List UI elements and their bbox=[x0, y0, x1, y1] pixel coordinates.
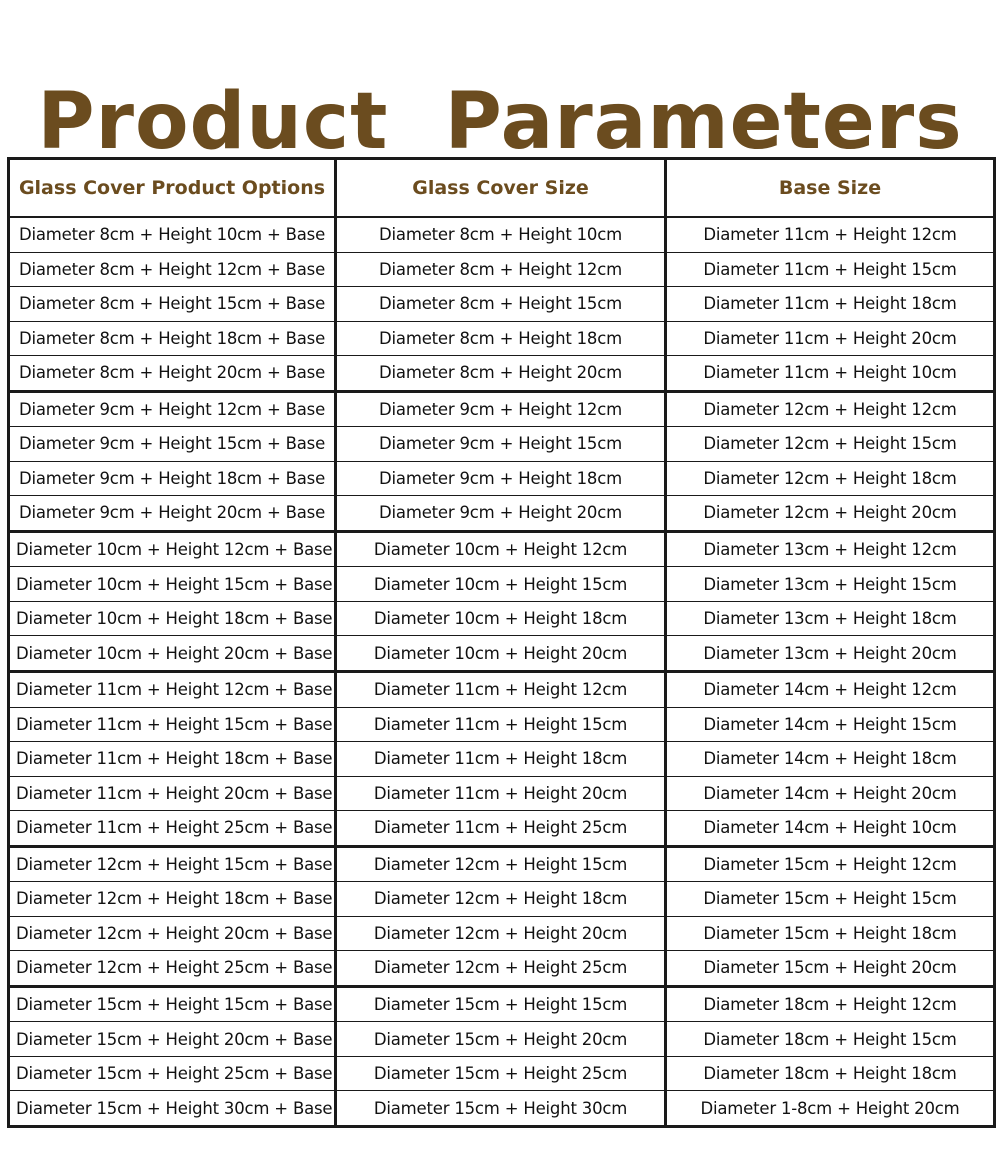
cell-product-option: Diameter 15cm + Height 30cm + Base bbox=[9, 1091, 336, 1127]
cell-base-size: Diameter 11cm + Height 10cm bbox=[666, 356, 995, 392]
parameters-table bbox=[7, 157, 996, 1128]
cell-product-option: Diameter 9cm + Height 15cm + Base bbox=[9, 427, 336, 462]
cell-product-option: Diameter 8cm + Height 15cm + Base bbox=[9, 287, 336, 322]
cell-base-size: Diameter 13cm + Height 20cm bbox=[666, 636, 995, 672]
cell-base-size: Diameter 13cm + Height 18cm bbox=[666, 601, 995, 636]
cell-glass-cover-size: Diameter 10cm + Height 15cm bbox=[336, 567, 666, 602]
header-glass-cover-size: Glass Cover Size bbox=[336, 159, 666, 218]
cell-product-option: Diameter 12cm + Height 25cm + Base bbox=[9, 951, 336, 987]
cell-product-option: Diameter 11cm + Height 15cm + Base bbox=[9, 707, 336, 742]
cell-product-option: Diameter 11cm + Height 18cm + Base bbox=[9, 742, 336, 777]
table-row bbox=[9, 1022, 995, 1057]
cell-glass-cover-size: Diameter 9cm + Height 20cm bbox=[336, 496, 666, 532]
cell-product-option: Diameter 11cm + Height 12cm + Base bbox=[9, 671, 336, 707]
table-row bbox=[9, 636, 995, 672]
cell-glass-cover-size: Diameter 10cm + Height 20cm bbox=[336, 636, 666, 672]
cell-glass-cover-size: Diameter 12cm + Height 20cm bbox=[336, 916, 666, 951]
cell-glass-cover-size: Diameter 8cm + Height 10cm bbox=[336, 217, 666, 252]
parameters-table-container bbox=[7, 157, 993, 1128]
cell-product-option: Diameter 12cm + Height 15cm + Base bbox=[9, 846, 336, 882]
cell-base-size: Diameter 15cm + Height 12cm bbox=[666, 846, 995, 882]
cell-product-option: Diameter 10cm + Height 20cm + Base bbox=[9, 636, 336, 672]
cell-glass-cover-size: Diameter 12cm + Height 18cm bbox=[336, 882, 666, 917]
cell-base-size: Diameter 12cm + Height 15cm bbox=[666, 427, 995, 462]
cell-base-size: Diameter 14cm + Height 12cm bbox=[666, 671, 995, 707]
cell-glass-cover-size: Diameter 11cm + Height 25cm bbox=[336, 811, 666, 847]
table-row bbox=[9, 287, 995, 322]
cell-glass-cover-size: Diameter 11cm + Height 20cm bbox=[336, 776, 666, 811]
cell-glass-cover-size: Diameter 9cm + Height 12cm bbox=[336, 391, 666, 427]
table-header-row bbox=[9, 159, 995, 218]
cell-glass-cover-size: Diameter 10cm + Height 18cm bbox=[336, 601, 666, 636]
table-row bbox=[9, 217, 995, 252]
cell-product-option: Diameter 8cm + Height 12cm + Base bbox=[9, 252, 336, 287]
table-row bbox=[9, 882, 995, 917]
table-row bbox=[9, 321, 995, 356]
table-body bbox=[9, 217, 995, 1127]
table-row bbox=[9, 356, 995, 392]
cell-product-option: Diameter 12cm + Height 18cm + Base bbox=[9, 882, 336, 917]
cell-product-option: Diameter 9cm + Height 18cm + Base bbox=[9, 461, 336, 496]
table-row bbox=[9, 496, 995, 532]
cell-glass-cover-size: Diameter 12cm + Height 15cm bbox=[336, 846, 666, 882]
cell-product-option: Diameter 15cm + Height 20cm + Base bbox=[9, 1022, 336, 1057]
cell-base-size: Diameter 12cm + Height 12cm bbox=[666, 391, 995, 427]
table-row bbox=[9, 986, 995, 1022]
table-row bbox=[9, 707, 995, 742]
cell-glass-cover-size: Diameter 9cm + Height 15cm bbox=[336, 427, 666, 462]
table-row bbox=[9, 391, 995, 427]
table-row bbox=[9, 846, 995, 882]
cell-product-option: Diameter 8cm + Height 10cm + Base bbox=[9, 217, 336, 252]
page-title: Product Parameters bbox=[37, 77, 963, 168]
cell-glass-cover-size: Diameter 10cm + Height 12cm bbox=[336, 531, 666, 567]
table-row bbox=[9, 951, 995, 987]
cell-glass-cover-size: Diameter 11cm + Height 12cm bbox=[336, 671, 666, 707]
cell-base-size: Diameter 15cm + Height 18cm bbox=[666, 916, 995, 951]
cell-base-size: Diameter 14cm + Height 20cm bbox=[666, 776, 995, 811]
cell-base-size: Diameter 18cm + Height 18cm bbox=[666, 1056, 995, 1091]
table-row bbox=[9, 461, 995, 496]
table-row bbox=[9, 776, 995, 811]
cell-base-size: Diameter 18cm + Height 12cm bbox=[666, 986, 995, 1022]
cell-product-option: Diameter 10cm + Height 12cm + Base bbox=[9, 531, 336, 567]
header-base-size: Base Size bbox=[666, 159, 995, 218]
table-row bbox=[9, 427, 995, 462]
table-row bbox=[9, 811, 995, 847]
table-row bbox=[9, 742, 995, 777]
cell-glass-cover-size: Diameter 15cm + Height 20cm bbox=[336, 1022, 666, 1057]
cell-product-option: Diameter 8cm + Height 20cm + Base bbox=[9, 356, 336, 392]
cell-base-size: Diameter 18cm + Height 15cm bbox=[666, 1022, 995, 1057]
cell-base-size: Diameter 13cm + Height 12cm bbox=[666, 531, 995, 567]
cell-product-option: Diameter 8cm + Height 18cm + Base bbox=[9, 321, 336, 356]
cell-product-option: Diameter 12cm + Height 20cm + Base bbox=[9, 916, 336, 951]
cell-glass-cover-size: Diameter 12cm + Height 25cm bbox=[336, 951, 666, 987]
cell-base-size: Diameter 11cm + Height 18cm bbox=[666, 287, 995, 322]
cell-glass-cover-size: Diameter 15cm + Height 30cm bbox=[336, 1091, 666, 1127]
cell-base-size: Diameter 12cm + Height 18cm bbox=[666, 461, 995, 496]
cell-base-size: Diameter 14cm + Height 10cm bbox=[666, 811, 995, 847]
cell-glass-cover-size: Diameter 15cm + Height 25cm bbox=[336, 1056, 666, 1091]
cell-glass-cover-size: Diameter 9cm + Height 18cm bbox=[336, 461, 666, 496]
cell-glass-cover-size: Diameter 11cm + Height 18cm bbox=[336, 742, 666, 777]
cell-product-option: Diameter 10cm + Height 18cm + Base bbox=[9, 601, 336, 636]
cell-product-option: Diameter 9cm + Height 12cm + Base bbox=[9, 391, 336, 427]
cell-product-option: Diameter 10cm + Height 15cm + Base bbox=[9, 567, 336, 602]
cell-glass-cover-size: Diameter 8cm + Height 15cm bbox=[336, 287, 666, 322]
cell-product-option: Diameter 11cm + Height 25cm + Base bbox=[9, 811, 336, 847]
cell-glass-cover-size: Diameter 8cm + Height 20cm bbox=[336, 356, 666, 392]
cell-glass-cover-size: Diameter 8cm + Height 18cm bbox=[336, 321, 666, 356]
cell-glass-cover-size: Diameter 8cm + Height 12cm bbox=[336, 252, 666, 287]
cell-product-option: Diameter 11cm + Height 20cm + Base bbox=[9, 776, 336, 811]
table-row bbox=[9, 252, 995, 287]
cell-glass-cover-size: Diameter 11cm + Height 15cm bbox=[336, 707, 666, 742]
cell-base-size: Diameter 14cm + Height 15cm bbox=[666, 707, 995, 742]
cell-base-size: Diameter 13cm + Height 15cm bbox=[666, 567, 995, 602]
cell-product-option: Diameter 15cm + Height 15cm + Base bbox=[9, 986, 336, 1022]
table-row bbox=[9, 671, 995, 707]
cell-product-option: Diameter 15cm + Height 25cm + Base bbox=[9, 1056, 336, 1091]
table-row bbox=[9, 567, 995, 602]
cell-base-size: Diameter 11cm + Height 20cm bbox=[666, 321, 995, 356]
cell-base-size: Diameter 1-8cm + Height 20cm bbox=[666, 1091, 995, 1127]
cell-glass-cover-size: Diameter 15cm + Height 15cm bbox=[336, 986, 666, 1022]
cell-base-size: Diameter 15cm + Height 15cm bbox=[666, 882, 995, 917]
table-row bbox=[9, 916, 995, 951]
table-row bbox=[9, 1056, 995, 1091]
table-row bbox=[9, 531, 995, 567]
cell-base-size: Diameter 11cm + Height 12cm bbox=[666, 217, 995, 252]
cell-base-size: Diameter 11cm + Height 15cm bbox=[666, 252, 995, 287]
cell-base-size: Diameter 14cm + Height 18cm bbox=[666, 742, 995, 777]
table-row bbox=[9, 1091, 995, 1127]
table-row bbox=[9, 601, 995, 636]
header-glass-cover-product-options: Glass Cover Product Options bbox=[9, 159, 336, 218]
cell-base-size: Diameter 15cm + Height 20cm bbox=[666, 951, 995, 987]
cell-product-option: Diameter 9cm + Height 20cm + Base bbox=[9, 496, 336, 532]
cell-base-size: Diameter 12cm + Height 20cm bbox=[666, 496, 995, 532]
